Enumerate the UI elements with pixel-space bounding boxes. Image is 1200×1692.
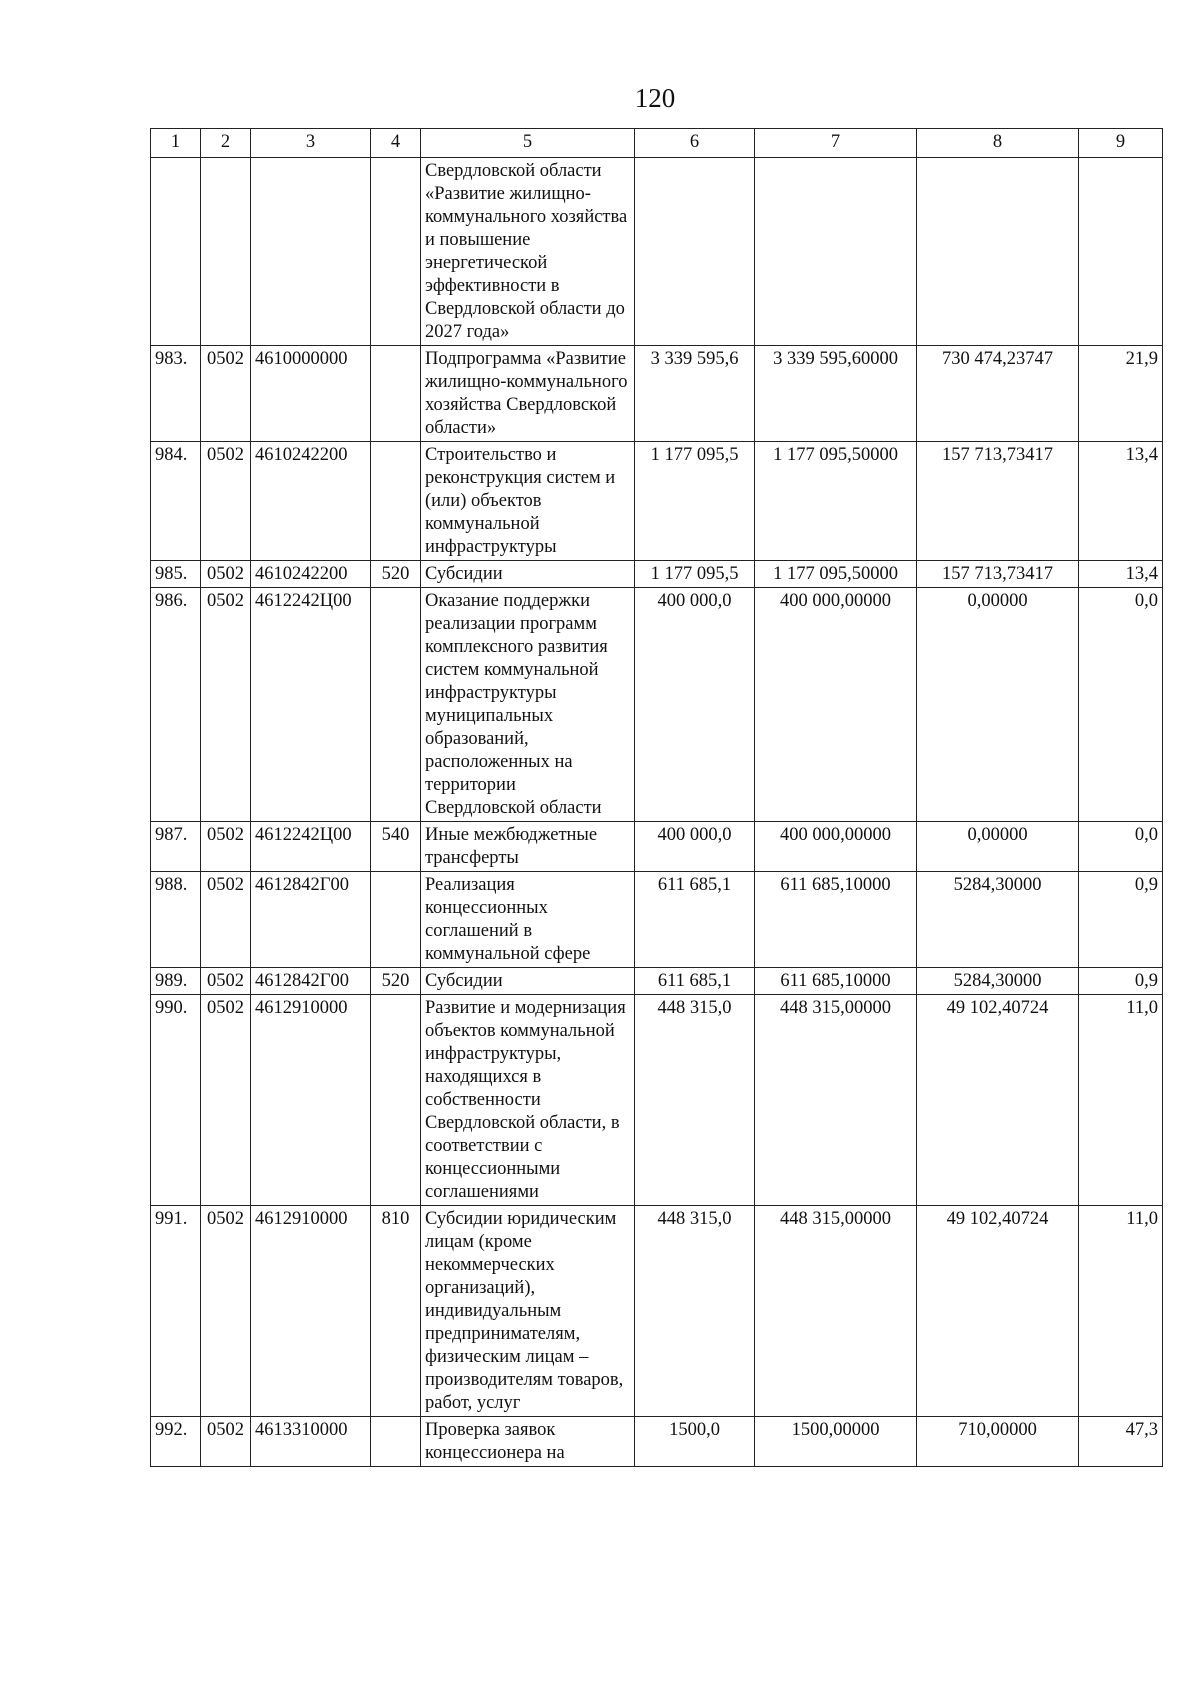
executed-amount-cell: 157 713,73417: [917, 561, 1079, 588]
approved-amount-cell: 400 000,0: [635, 588, 755, 822]
target-article-cell: 4612242Ц00: [251, 822, 371, 872]
section-code-cell: 0502: [201, 872, 251, 968]
column-header: 7: [755, 129, 917, 158]
table-row: [151, 346, 1163, 442]
expense-type-cell: [371, 588, 421, 822]
planned-amount-cell: 400 000,00000: [755, 822, 917, 872]
planned-amount-cell: 611 685,10000: [755, 872, 917, 968]
executed-amount-cell: 0,00000: [917, 822, 1079, 872]
approved-amount-cell: 400 000,0: [635, 822, 755, 872]
executed-amount-cell: 49 102,40724: [917, 1206, 1079, 1417]
row-number-cell: 991.: [151, 1206, 201, 1417]
table-row: [151, 158, 1163, 346]
expense-type-cell: 520: [371, 968, 421, 995]
column-header: 9: [1079, 129, 1163, 158]
planned-amount-cell: 1 177 095,50000: [755, 561, 917, 588]
target-article-cell: 4610000000: [251, 346, 371, 442]
section-code-cell: 0502: [201, 1417, 251, 1467]
approved-amount-cell: 3 339 595,6: [635, 346, 755, 442]
expense-type-cell: [371, 1417, 421, 1467]
section-code-cell: 0502: [201, 822, 251, 872]
planned-amount-cell: 1500,00000: [755, 1417, 917, 1467]
executed-amount-cell: [917, 158, 1079, 346]
execution-percent-cell: 13,4: [1079, 561, 1163, 588]
executed-amount-cell: 49 102,40724: [917, 995, 1079, 1206]
approved-amount-cell: 448 315,0: [635, 1206, 755, 1417]
target-article-cell: 4613310000: [251, 1417, 371, 1467]
planned-amount-cell: [755, 158, 917, 346]
execution-percent-cell: [1079, 158, 1163, 346]
column-header: 4: [371, 129, 421, 158]
row-number-cell: 992.: [151, 1417, 201, 1467]
target-article-cell: 4610242200: [251, 561, 371, 588]
item-name-cell: Субсидии: [421, 968, 635, 995]
header-row: [151, 129, 1163, 158]
item-name-cell: Субсидии юридическим лицам (кроме некоммерческих организаций), индивидуальным предпринимателям, физическим лицам – производителям товаров, работ, услуг: [421, 1206, 635, 1417]
approved-amount-cell: 448 315,0: [635, 995, 755, 1206]
planned-amount-cell: 611 685,10000: [755, 968, 917, 995]
section-code-cell: 0502: [201, 561, 251, 588]
page-number: 120: [634, 83, 676, 113]
expense-type-cell: [371, 872, 421, 968]
column-header: 8: [917, 129, 1079, 158]
row-number-cell: [151, 158, 201, 346]
section-code-cell: 0502: [201, 588, 251, 822]
target-article-cell: 4612910000: [251, 1206, 371, 1417]
item-name-cell: Развитие и модернизация объектов коммунальной инфраструктуры, находящихся в собственности Свердловской области, в соответствии с концессионными соглашениями: [421, 995, 635, 1206]
table-row: [151, 442, 1163, 561]
target-article-cell: 4612842Г00: [251, 872, 371, 968]
approved-amount-cell: 611 685,1: [635, 968, 755, 995]
row-number-cell: 985.: [151, 561, 201, 588]
section-code-cell: 0502: [201, 995, 251, 1206]
item-name-cell: Свердловской области «Развитие жилищно-коммунального хозяйства и повышение энергетической эффективности в Свердловской области до 2027 года»: [421, 158, 635, 346]
column-header: 3: [251, 129, 371, 158]
executed-amount-cell: 5284,30000: [917, 872, 1079, 968]
execution-percent-cell: 0,9: [1079, 872, 1163, 968]
execution-percent-cell: 47,3: [1079, 1417, 1163, 1467]
executed-amount-cell: 0,00000: [917, 588, 1079, 822]
row-number-cell: 988.: [151, 872, 201, 968]
table-row: [151, 1417, 1163, 1467]
row-number-cell: 987.: [151, 822, 201, 872]
table-row: [151, 1206, 1163, 1417]
column-header: 2: [201, 129, 251, 158]
section-code-cell: 0502: [201, 968, 251, 995]
item-name-cell: Оказание поддержки реализации программ комплексного развития систем коммунальной инфраструктуры муниципальных образований, расположенных на территории Свердловской области: [421, 588, 635, 822]
table-row: [151, 968, 1163, 995]
table-row: [151, 561, 1163, 588]
section-code-cell: 0502: [201, 442, 251, 561]
execution-percent-cell: 0,0: [1079, 588, 1163, 822]
item-name-cell: Субсидии: [421, 561, 635, 588]
execution-percent-cell: 21,9: [1079, 346, 1163, 442]
execution-percent-cell: 13,4: [1079, 442, 1163, 561]
approved-amount-cell: 1 177 095,5: [635, 442, 755, 561]
expense-type-cell: [371, 442, 421, 561]
expense-type-cell: [371, 158, 421, 346]
table-row: [151, 872, 1163, 968]
planned-amount-cell: 448 315,00000: [755, 995, 917, 1206]
row-number-cell: 989.: [151, 968, 201, 995]
approved-amount-cell: 611 685,1: [635, 872, 755, 968]
expense-type-cell: 810: [371, 1206, 421, 1417]
section-code-cell: 0502: [201, 346, 251, 442]
target-article-cell: [251, 158, 371, 346]
row-number-cell: 986.: [151, 588, 201, 822]
item-name-cell: Иные межбюджетные трансферты: [421, 822, 635, 872]
planned-amount-cell: 448 315,00000: [755, 1206, 917, 1417]
table-row: [151, 822, 1163, 872]
planned-amount-cell: 3 339 595,60000: [755, 346, 917, 442]
row-number-cell: 984.: [151, 442, 201, 561]
execution-percent-cell: 0,0: [1079, 822, 1163, 872]
execution-percent-cell: 11,0: [1079, 995, 1163, 1206]
item-name-cell: Строительство и реконструкция систем и (или) объектов коммунальной инфраструктуры: [421, 442, 635, 561]
executed-amount-cell: 730 474,23747: [917, 346, 1079, 442]
column-header: 5: [421, 129, 635, 158]
table-row: [151, 995, 1163, 1206]
column-header: 1: [151, 129, 201, 158]
executed-amount-cell: 710,00000: [917, 1417, 1079, 1467]
planned-amount-cell: 1 177 095,50000: [755, 442, 917, 561]
expense-type-cell: 520: [371, 561, 421, 588]
executed-amount-cell: 157 713,73417: [917, 442, 1079, 561]
planned-amount-cell: 400 000,00000: [755, 588, 917, 822]
execution-percent-cell: 11,0: [1079, 1206, 1163, 1417]
execution-percent-cell: 0,9: [1079, 968, 1163, 995]
target-article-cell: 4612242Ц00: [251, 588, 371, 822]
row-number-cell: 990.: [151, 995, 201, 1206]
budget-table: [150, 128, 1163, 1467]
row-number-cell: 983.: [151, 346, 201, 442]
approved-amount-cell: 1500,0: [635, 1417, 755, 1467]
target-article-cell: 4612910000: [251, 995, 371, 1206]
section-code-cell: [201, 158, 251, 346]
expense-type-cell: [371, 995, 421, 1206]
table-row: [151, 588, 1163, 822]
item-name-cell: Проверка заявок концессионера на: [421, 1417, 635, 1467]
table-header: [151, 129, 1163, 158]
expense-type-cell: [371, 346, 421, 442]
approved-amount-cell: [635, 158, 755, 346]
column-header: 6: [635, 129, 755, 158]
item-name-cell: Подпрограмма «Развитие жилищно-коммунального хозяйства Свердловской области»: [421, 346, 635, 442]
approved-amount-cell: 1 177 095,5: [635, 561, 755, 588]
item-name-cell: Реализация концессионных соглашений в коммунальной сфере: [421, 872, 635, 968]
target-article-cell: 4612842Г00: [251, 968, 371, 995]
section-code-cell: 0502: [201, 1206, 251, 1417]
expense-type-cell: 540: [371, 822, 421, 872]
table-body: [151, 158, 1163, 1467]
target-article-cell: 4610242200: [251, 442, 371, 561]
executed-amount-cell: 5284,30000: [917, 968, 1079, 995]
